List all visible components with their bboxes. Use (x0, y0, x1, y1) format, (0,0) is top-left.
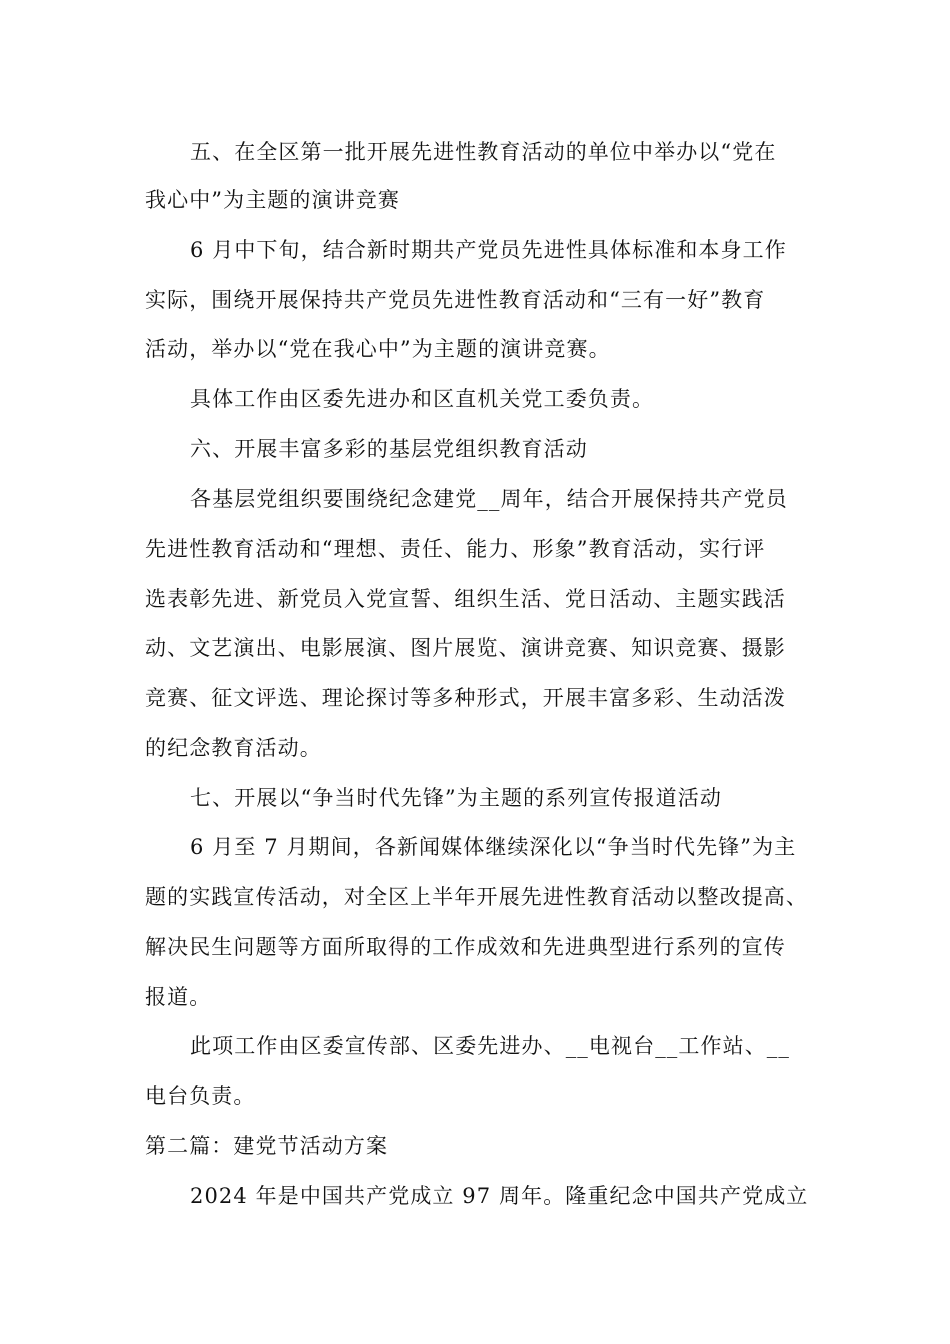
section-heading-7: 七、开展以“争当时代先锋”为主题的系列宣传报道活动 (190, 786, 722, 810)
section-heading-6: 六、开展丰富多彩的基层党组织教育活动 (190, 437, 588, 461)
paragraph-line: 6 月至 7 月期间，各新闻媒体继续深化以“争当时代先锋”为主 (190, 835, 797, 859)
section-heading-5-line-1: 五、在全区第一批开展先进性教育活动的单位中举办以“党在 (190, 140, 777, 164)
paragraph-line: 解决民生问题等方面所取得的工作成效和先进典型进行系列的宣传 (145, 935, 786, 959)
paragraph-line: 此项工作由区委宣传部、区委先进办、__电视台__工作站、__ (190, 1034, 790, 1058)
paragraph-line: 2024 年是中国共产党成立 97 周年。隆重纪念中国共产党成立 (190, 1184, 809, 1208)
paragraph-line: 报道。 (145, 985, 212, 1009)
paragraph-line: 先进性教育活动和“理想、责任、能力、形象”教育活动，实行评 (145, 537, 766, 561)
paragraph-line: 选表彰先进、新党员入党宣誓、组织生活、党日活动、主题实践活 (145, 587, 786, 611)
paragraph-line: 实际，围绕开展保持共产党员先进性教育活动和“三有一好”教育 (145, 288, 766, 312)
chapter-heading: 第二篇：建党节活动方案 (145, 1134, 389, 1158)
paragraph-line: 竞赛、征文评选、理论探讨等多种形式，开展丰富多彩、生动活泼 (145, 686, 786, 710)
paragraph-line: 的纪念教育活动。 (145, 736, 322, 760)
paragraph-line: 各基层党组织要围绕纪念建党__周年，结合开展保持共产党员 (190, 487, 788, 511)
paragraph-line: 电台负责。 (145, 1084, 256, 1108)
section-heading-5-line-2: 我心中”为主题的演讲竞赛 (145, 188, 400, 212)
paragraph-line: 动、文艺演出、电影展演、图片展览、演讲竞赛、知识竞赛、摄影 (145, 636, 786, 660)
paragraph-line: 6 月中下旬，结合新时期共产党员先进性具体标准和本身工作 (190, 238, 787, 262)
paragraph-line: 活动，举办以“党在我心中”为主题的演讲竞赛。 (145, 337, 611, 361)
paragraph-line: 具体工作由区委先进办和区直机关党工委负责。 (190, 387, 655, 411)
paragraph-line: 题的实践宣传活动，对全区上半年开展先进性教育活动以整改提高、 (145, 885, 808, 909)
